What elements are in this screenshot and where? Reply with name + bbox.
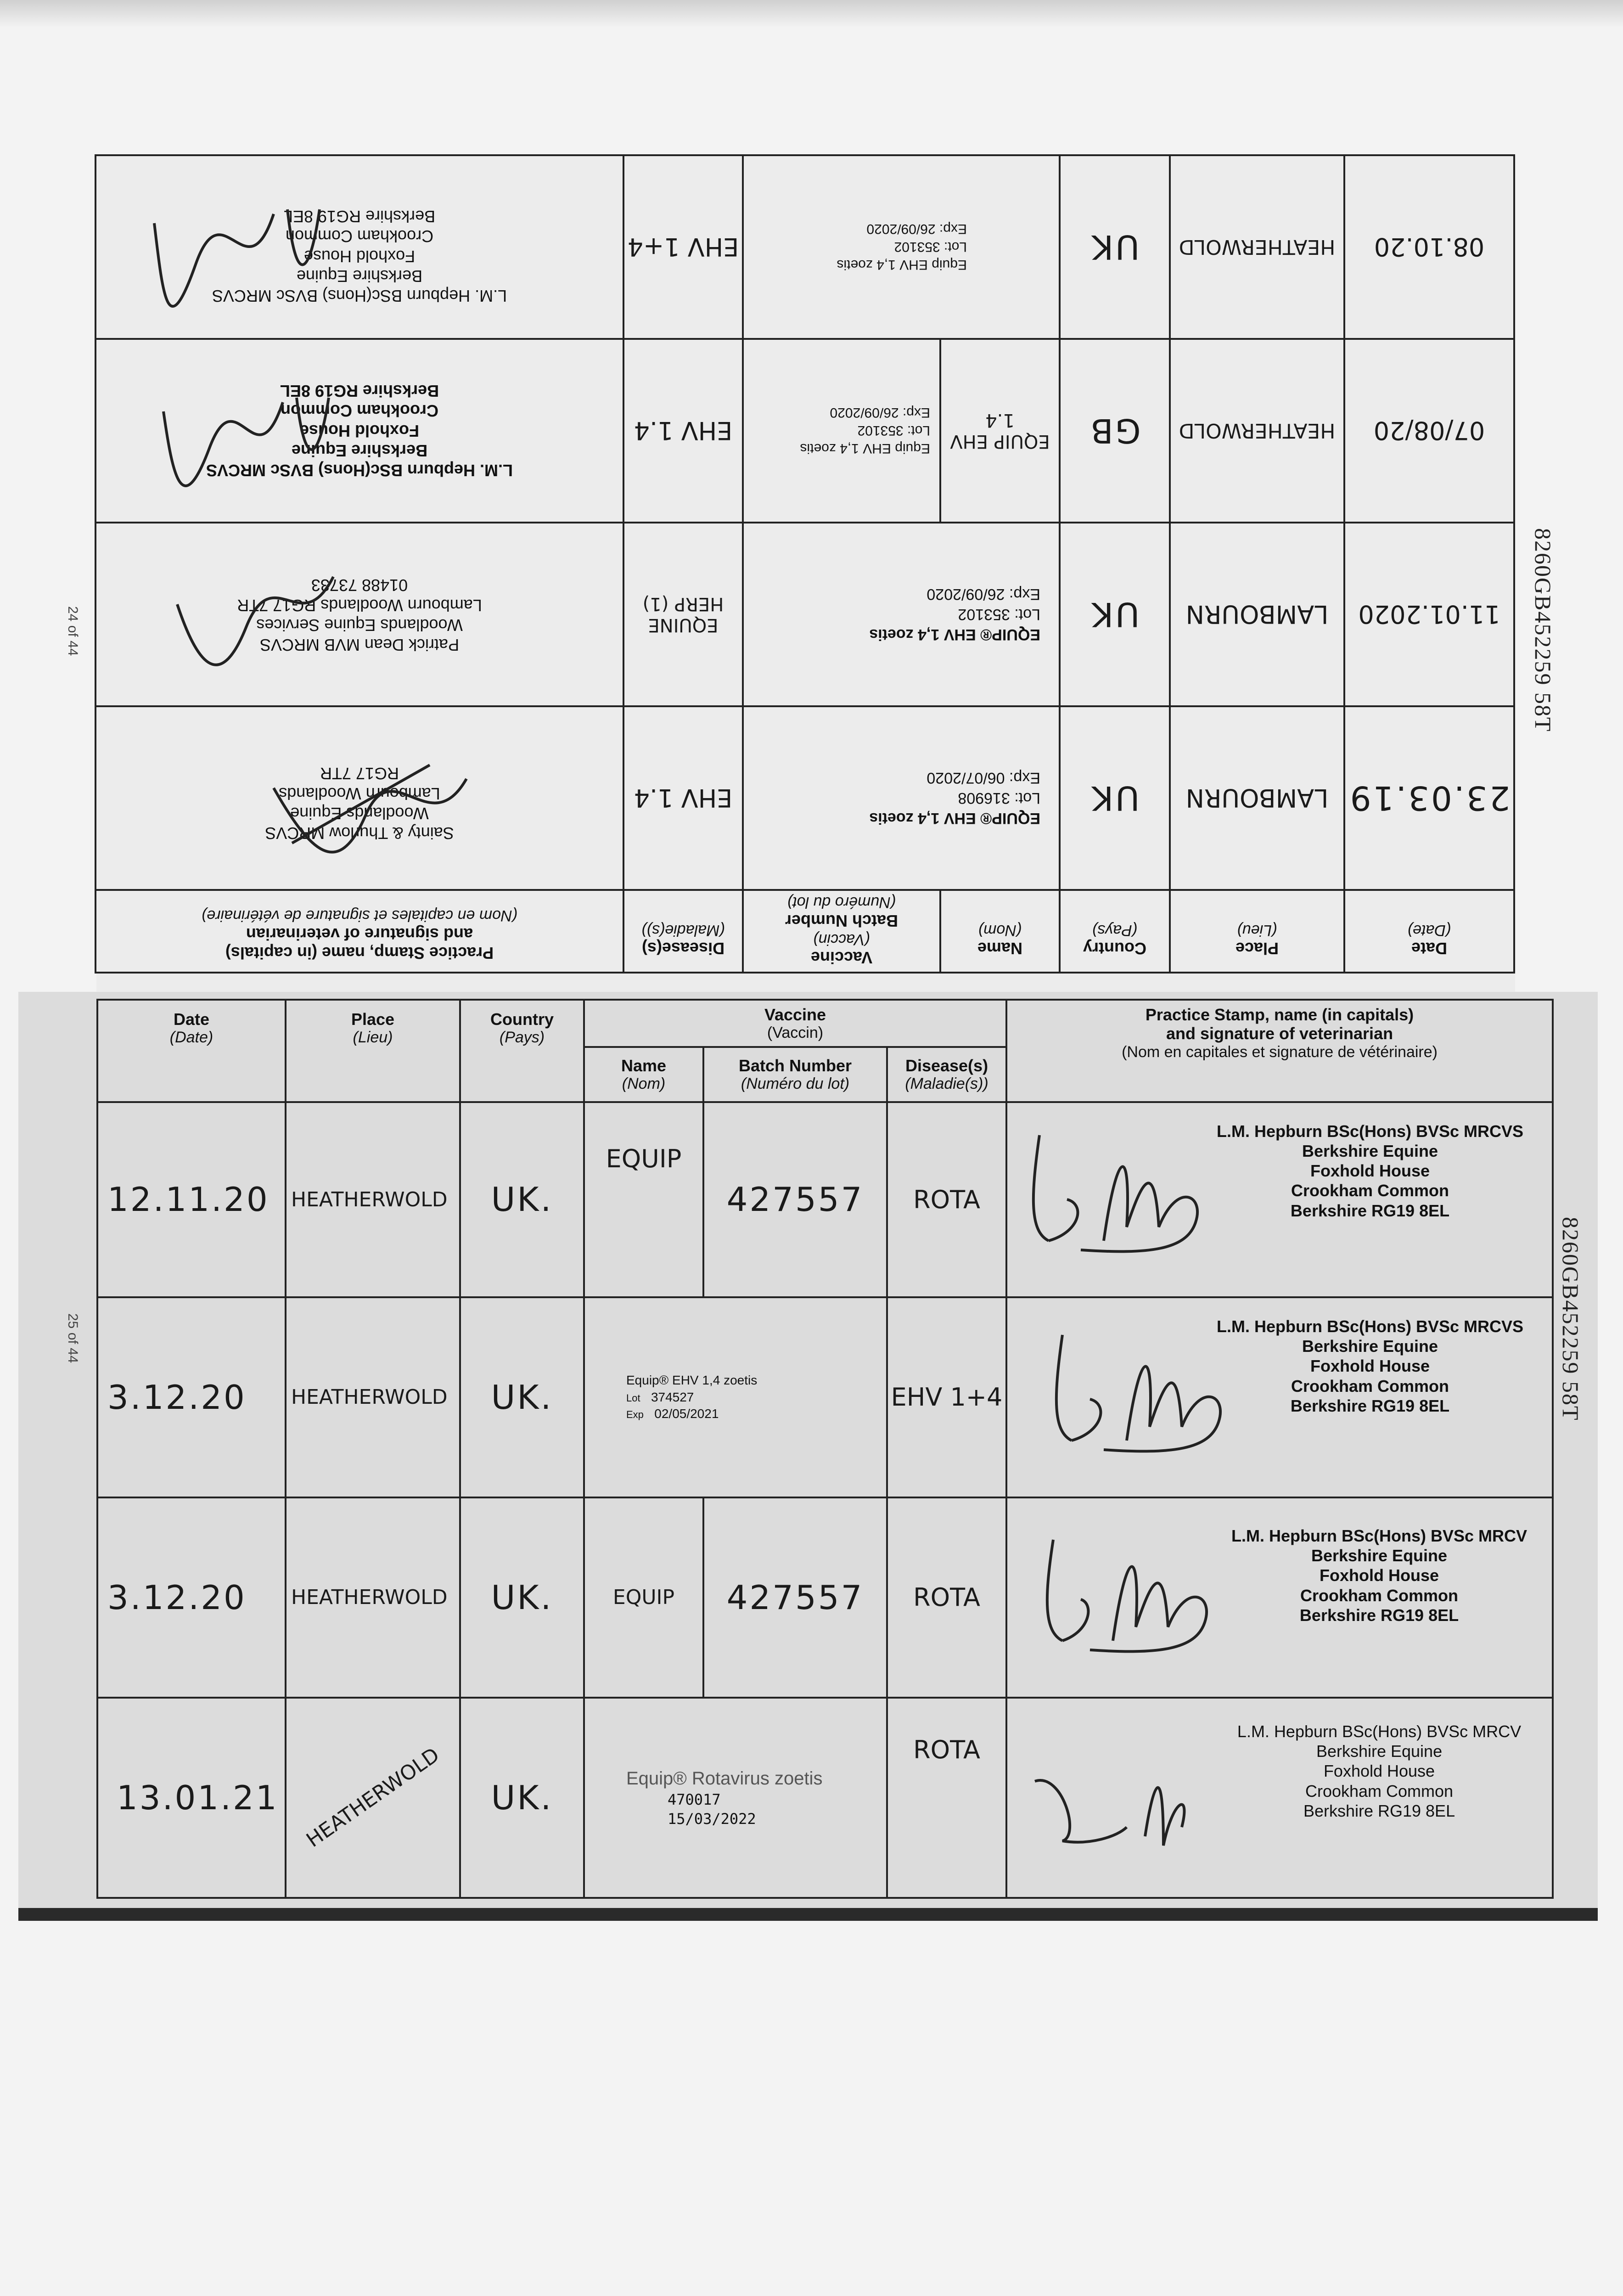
place-entry: HEATHERWOLD [1179,419,1336,443]
country-header-fr: (Pays) [1092,921,1138,939]
vaccine-label-exp: Exp: 26/09/2020 [830,405,930,421]
vaccine-label-lot: Lot: 353102 [894,239,967,255]
date-entry: 23.03.19 [1348,779,1511,817]
stamp-line: Woodlands Equine Services [256,615,463,635]
upper-table-row [95,706,1514,890]
stamp-line: Foxhold House [1310,1356,1430,1376]
disease-entry: ROTA [913,1185,980,1214]
vaccine-label-title: EQUIP® EHV 1,4 zoetis [869,626,1040,644]
vet-signature [255,733,485,871]
scan-edge [0,0,1623,28]
stamp-line: Foxhold House [303,247,416,266]
upper-country-header [1060,890,1170,973]
vaccine-label-lot: Lot: 353102 [958,606,1040,624]
upper-disease-header [623,890,743,973]
batch-header [703,1047,887,1102]
stamp-line: Berkshire RG19 8EL [283,207,436,226]
disease-header-fr: (Maladie(s)) [905,1075,988,1093]
stamp-line: Woodlands Equine [290,804,429,823]
stamp-header-2: and signature of veterinarian [1166,1024,1393,1043]
upper-name-header [940,890,1060,973]
vet-signature [145,177,338,324]
table-row [97,1297,1553,1497]
stamp-line: Foxhold House [1320,1566,1439,1585]
stamp-line: L.M. Hepburn BSc(Hons) BVSc MRCVS [206,461,513,480]
date-header-label: Date [1411,939,1448,958]
stamp-line: Lambourn Woodlands [279,784,440,803]
stamp-line: Berkshire RG19 8EL [1299,1605,1459,1625]
batch-entry: 427557 [726,1578,864,1617]
stamp-line: Crookham Common [285,227,434,246]
place-header-fr: (Lieu) [1237,921,1277,939]
vaccine-label-title: Equip EHV 1,4 zoetis [800,441,930,456]
stamp-line: Berkshire Equine [1302,1337,1438,1356]
batch-header-label: Batch Number [785,911,899,930]
stamp-line: Crookham Common [1300,1586,1459,1605]
upper-batch-header [743,890,940,973]
page-number-lower: 25 of 44 [65,1313,80,1363]
country-entry: UK. [491,1578,553,1617]
upper-table-row [95,339,1514,523]
stamp-line: Lambourn Woodlands RG17 7TR [237,596,482,615]
stamp-line: Foxhold House [300,421,419,440]
date-entry: 11.01.2020 [1358,600,1500,629]
batch-header-label: Batch Number [738,1056,852,1075]
upper-stamp-header [95,890,623,973]
date-entry: 08.10.20 [1374,232,1485,262]
passport-number-upper: 8260GB452259 58T [1530,528,1556,732]
table-row [97,1102,1553,1297]
stamp-line: Berkshire Equine [296,266,423,286]
date-header-fr: (Date) [1407,921,1451,939]
vaccine-label-exp: 15/03/2022 [668,1810,756,1828]
vaccine-label-title: EQUIP® EHV 1,4 zoetis [869,810,1040,827]
upper-vaccination-table [95,154,1515,974]
stamp-line: L.M. Hepburn BSc(Hons) BVSc MRCVS [1216,1121,1524,1141]
stamp-line: Sainty & Thurlow MRCVS [265,824,454,843]
stamp-header-3: (Nom en capitales et signature de vétérinaire) [1122,1043,1438,1061]
country-entry: UK. [491,1180,553,1219]
table-row [97,1698,1553,1898]
date-entry: 3.12.20 [107,1378,247,1417]
vaccine-name-entry: EQUIP EHV 1.4 [950,410,1050,452]
stamp-line: Foxhold House [1310,1161,1430,1181]
vaccine-label-lot: Lot: 316908 [958,789,1040,807]
stamp-line: Crookham Common [280,401,439,421]
vaccine-label-lot: Lot: 353102 [857,423,930,439]
stamp-header-1: Practice Stamp, name (in capitals) [1145,1005,1414,1024]
country-entry: UK [1090,228,1140,266]
place-entry: LAMBOURN [1185,600,1329,629]
vaccine-name-entry: EQUIP [612,1586,675,1609]
upper-header-row [95,890,1514,973]
date-entry: 07/08/20 [1373,416,1485,445]
vaccine-header-label: Vaccine [764,1005,826,1024]
vaccine-label-exp: Exp: 26/09/2020 [927,585,1040,603]
country-header-fr: (Pays) [499,1029,545,1047]
lower-vaccination-table [96,999,1554,1899]
country-header-label: Country [490,1010,554,1029]
stamp-line: Berkshire Equine [1316,1742,1443,1761]
passport-number-lower: 8260GB452259 58T [1558,1217,1584,1421]
place-entry: HEATHERWOLD [302,1743,444,1852]
batch-entry: 427557 [726,1180,864,1219]
disease-entry: EHV 1.4 [634,416,733,445]
exp-label: Exp [626,1409,644,1421]
country-header-label: Country [1083,939,1146,958]
stamp-line: L.M. Hepburn BSc(Hons) BVSc MRCVS [212,287,507,305]
upper-table-row [95,523,1514,706]
batch-header-fr: (Numéro du lot) [787,894,896,912]
stamp-header [1006,1000,1553,1102]
vaccine-header-fr: (Vaccin) [767,1024,824,1042]
stamp-line: RG17 7TR [320,764,399,783]
stamp-line: Berkshire RG19 8EL [1290,1396,1450,1415]
place-entry: HEATHERWOLD [1179,235,1336,259]
place-entry: HEATHERWOLD [291,1586,448,1609]
stamp-line: Berkshire Equine [291,441,428,460]
stamp-line: L.M. Hepburn BSc(Hons) BVSc MRCV [1231,1526,1528,1545]
stamp-line: Foxhold House [1323,1761,1435,1781]
country-header [460,1000,584,1102]
place-entry: HEATHERWOLD [291,1187,448,1211]
page-number-upper: 24 of 44 [65,606,80,656]
stamp-line: 01488 73733 [311,576,408,595]
stamp-header-2: and signature of veterinarian [246,924,473,944]
vaccine-label-exp: Exp: 06/07/2020 [927,769,1040,787]
name-header [584,1047,703,1102]
vaccine-label-title: Equip® EHV 1,4 zoetis [626,1373,758,1388]
stamp-line: Berkshire RG19 8EL [280,382,439,401]
stamp-line: Berkshire RG19 8EL [1290,1201,1450,1220]
date-header [97,1000,286,1102]
stamp-line: L.M. Hepburn BSc(Hons) BVSc MRCV [1237,1722,1522,1741]
date-entry: 13.01.21 [117,1778,279,1817]
vaccine-header-label: Vaccine [810,948,873,967]
disease-header-label: Disease(s) [905,1056,988,1075]
name-header-label: Name [621,1056,667,1075]
stamp-line: Crookham Common [1291,1181,1449,1200]
disease-entry: ROTA [913,1735,980,1764]
date-entry: 12.11.20 [107,1180,270,1219]
stamp-header-1: Practice Stamp, name (in capitals) [225,944,494,962]
place-header [286,1000,460,1102]
stamp-line: Berkshire RG19 8EL [1303,1801,1455,1820]
upper-table-row [95,155,1514,339]
vaccine-label-title: Equip EHV 1,4 zoetis [837,257,967,273]
place-entry: HEATHERWOLD [291,1385,448,1409]
upper-page-rotated [96,156,1515,974]
place-entry: LAMBOURN [1185,783,1329,813]
stamp-line: Crookham Common [1291,1376,1449,1396]
stamp-line: Berkshire Equine [1302,1142,1438,1161]
vaccine-label-lot: 470017 [668,1791,721,1809]
vaccine-label-exp: Exp: 26/09/2020 [866,221,967,237]
name-header-label: Name [977,939,1023,958]
disease-header-fr: (Maladie(s)) [641,921,725,939]
place-header-label: Place [1235,939,1279,958]
disease-header-label: Disease(s) [641,939,725,958]
disease-entry: EHV 1.4 [634,783,733,813]
name-header-fr: (Nom) [978,921,1022,939]
place-header-fr: (Lieu) [353,1029,393,1047]
country-entry: UK [1090,595,1140,634]
country-entry: GB [1089,411,1141,450]
upper-place-header [1170,890,1344,973]
country-entry: UK. [491,1378,553,1417]
batch-header-fr: (Numéro du lot) [741,1075,850,1093]
date-header-fr: (Date) [169,1029,213,1047]
vaccine-header [584,1000,1006,1047]
date-entry: 3.12.20 [107,1578,247,1617]
lower-header-row [97,1000,1553,1047]
disease-entry: EHV 1+4 [891,1383,1003,1412]
upper-date-header [1344,890,1514,973]
place-header-label: Place [351,1010,395,1029]
vaccine-label-title: Equip® Rotavirus zoetis [626,1768,823,1789]
date-header-label: Date [173,1010,210,1029]
vaccine-label-exp: 02/05/2021 [654,1407,719,1421]
vaccine-header-fr: (Vaccin) [813,930,870,948]
disease-header [887,1047,1006,1102]
name-header-fr: (Nom) [622,1075,666,1093]
vaccine-label-lot: 374527 [651,1390,694,1404]
stamp-line: Berkshire Equine [1311,1546,1448,1565]
table-row [97,1497,1553,1698]
vet-signature [163,549,347,678]
disease-entry: EHV 1+4 [627,232,739,262]
vet-signature [154,366,347,503]
disease-entry: ROTA [913,1583,980,1612]
country-entry: UK [1090,779,1140,817]
scan-bottom-edge [18,1908,1598,1921]
disease-entry: EQUINE HERP (1) [642,593,724,636]
stamp-line: Patrick Dean MVB MRCVS [259,636,460,654]
vaccine-name-entry: EQUIP [606,1144,682,1173]
stamp-line: Crookham Common [1305,1781,1454,1801]
country-entry: UK. [491,1778,553,1817]
stamp-header-3: (Nom en capitales et signature de vétérinaire) [202,907,517,925]
stamp-line: L.M. Hepburn BSc(Hons) BVSc MRCVS [1216,1317,1524,1336]
lot-label: Lot [626,1392,640,1404]
